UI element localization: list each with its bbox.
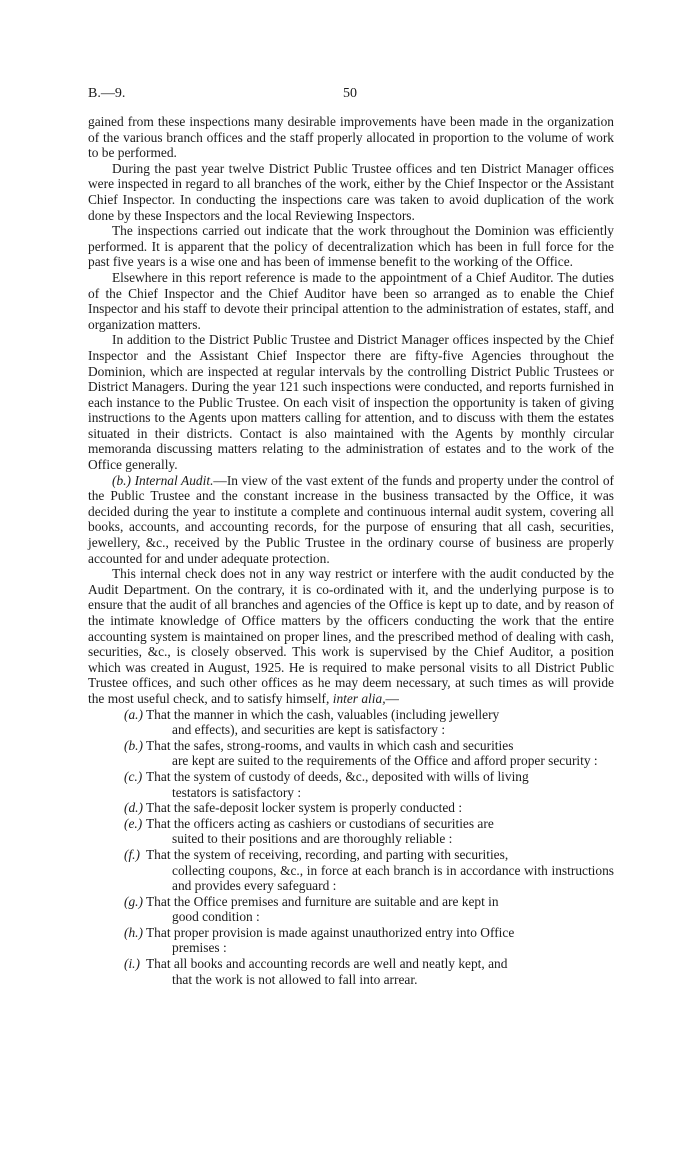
paragraph-chief-auditor: Elsewhere in this report reference is made to the appointment of a Chief Auditor. The duties of the Chief Inspector and the Chief Auditor have been so arranged as to enable the Chief Inspector and his staff to devote their principal attention to the administration of estates, staff, and organization matters. bbox=[88, 269, 614, 332]
internal-audit-label: (b.) bbox=[112, 472, 131, 488]
list-item bbox=[88, 894, 614, 925]
item-marker: (b.) bbox=[124, 737, 143, 753]
list-item bbox=[88, 956, 614, 987]
list-item bbox=[88, 800, 614, 816]
item-text: That proper provision is made against unauthorized entry into Office bbox=[146, 924, 515, 940]
list-item bbox=[88, 925, 614, 956]
item-continuation: and effects), and securities are kept is satisfactory : bbox=[172, 722, 446, 738]
page-number: 50 bbox=[343, 86, 357, 101]
item-continuation: suited to their positions and are thoroughly reliable : bbox=[172, 831, 453, 847]
audit-checklist bbox=[88, 707, 614, 988]
page-header bbox=[88, 86, 612, 106]
paragraph-results: The inspections carried out indicate that the work throughout the Dominion was efficiently performed. It is apparent that the policy of decentralization which has been in full force for the past five years is a wise one and has been of immense benefit to the working of the Office. bbox=[88, 223, 614, 270]
internal-audit-heading: Internal Audit. bbox=[134, 472, 214, 488]
internal-check-text: This internal check does not in any way restrict or interfere with the audit conducted by the Audit Department. On the contrary, it is co-ordinated with it, and the underlying purpose is to ensure that the audit of all branches and agencies of the Office is kept up to date, and by reason of the intimate knowledge of Office matters by the officers conducting the work that the entire accounting system is maintained on proper lines, and the prescribed method of dealing with cash, securities, &c., is closely observed. This work is supervised by the Chief Auditor, a position which was created in August, 1925. He is required to make personal visits to all District Public Trustee offices, and such other offices as he may deem necessary, at such times as will provide the most useful check, and to satisfy himself, bbox=[88, 566, 614, 706]
paragraph-continuation: gained from these inspections many desirable improvements have been made in the organization of the various branch offices and the staff properly allocated in proportion to the volume of work to be performed. bbox=[88, 114, 614, 161]
paragraph-internal-audit bbox=[88, 473, 614, 567]
inter-alia-dash: — bbox=[385, 690, 399, 706]
item-text: That the Office premises and furniture are suitable and are kept in bbox=[146, 893, 499, 909]
item-marker: (h.) bbox=[124, 924, 143, 940]
item-text: That the system of custody of deeds, &c., deposited with wills of living bbox=[146, 768, 529, 784]
paragraph-internal-check bbox=[88, 566, 614, 706]
report-body bbox=[88, 114, 614, 987]
list-item bbox=[88, 816, 614, 847]
item-marker: (c.) bbox=[124, 768, 143, 784]
item-continuation: testators is satisfactory : bbox=[172, 784, 302, 800]
list-item bbox=[88, 738, 614, 769]
item-text: That all books and accounting records are well and neatly kept, and bbox=[146, 956, 508, 972]
document-reference: B.—9. bbox=[88, 86, 126, 101]
paragraph-inspections: During the past year twelve District Public Trustee offices and ten District Manager offices were inspected in regard to all branches of the work, either by the Chief Inspector or the Assistant Chief Inspector. In conducting the inspections care was taken to avoid duplication of the work done by these Inspectors and the local Reviewing Inspectors. bbox=[88, 160, 614, 223]
item-text: That the safe-deposit locker system is properly conducted : bbox=[146, 800, 463, 816]
item-text: That the system of receiving, recording, and parting with securities, bbox=[146, 846, 509, 862]
item-text: That the safes, strong-rooms, and vaults in which cash and securities bbox=[146, 737, 514, 753]
list-item bbox=[88, 847, 614, 894]
list-item bbox=[88, 769, 614, 800]
item-marker: (g.) bbox=[124, 893, 143, 909]
internal-audit-text: —In view of the vast extent of the funds and property under the control of the Public Trustee and the constant increase in the business transacted by the Office, it was decided during the year to institute a complete and continuous internal audit system, covering all books, accounts, and accounting records, for the purpose of ensuring that all cash, securities, jewellery, &c., received by the Public Trustee in the ordinary course of business are properly accounted for and under adequate protection. bbox=[88, 472, 614, 566]
item-text: That the officers acting as cashiers or custodians of securities are bbox=[146, 815, 494, 831]
item-text: That the manner in which the cash, valuables (including jewellery bbox=[146, 706, 500, 722]
item-marker: (e.) bbox=[124, 815, 143, 831]
item-continuation: collecting coupons, &c., in force at each branch is in accordance with instructions and provides every safeguard : bbox=[172, 862, 614, 894]
item-continuation: premises : bbox=[172, 940, 227, 956]
item-marker: (i.) bbox=[124, 956, 140, 972]
item-continuation: good condition : bbox=[172, 909, 260, 925]
list-item bbox=[88, 707, 614, 738]
inter-alia: inter alia, bbox=[332, 690, 386, 706]
paragraph-agencies: In addition to the District Public Trustee and District Manager offices inspected by the Chief Inspector and the Assistant Chief Inspector there are fifty-five Agencies throughout the Dominion, which are inspected at regular intervals by the controlling District Public Trustees or District Managers. During the year 121 such inspections were conducted, and reports furnished in each instance to the Public Trustee. On each visit of inspection the opportunity is taken of giving instructions to the Agents upon matters calling for attention, and to discuss with them the estates situated in their districts. Contact is also maintained with the Agents by monthly circular memoranda discussing matters relating to the administration of estates and to the work of the Office generally. bbox=[88, 332, 614, 473]
item-continuation: that the work is not allowed to fall into arrear. bbox=[172, 971, 418, 987]
item-marker: (a.) bbox=[124, 706, 143, 722]
item-continuation: are kept are suited to the requirements of the Office and afford proper security : bbox=[172, 753, 598, 769]
item-marker: (f.) bbox=[124, 846, 140, 862]
item-marker: (d.) bbox=[124, 800, 143, 816]
